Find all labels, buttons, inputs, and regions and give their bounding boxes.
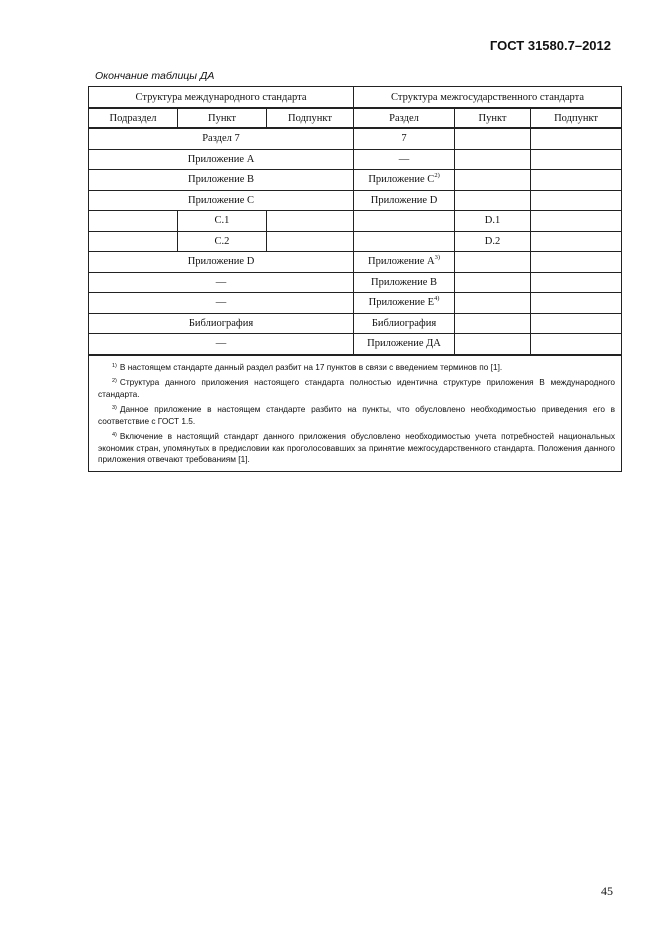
col-header: Пункт <box>178 108 267 128</box>
structure-comparison-table <box>88 86 622 472</box>
table-row <box>89 252 622 273</box>
group-header-international: Структура международного стандарта <box>89 87 354 109</box>
col-header: Раздел <box>354 108 455 128</box>
footnote-ref: 3) <box>434 254 441 262</box>
col-header: Пункт <box>455 108 531 128</box>
right-cell: Приложение ДА <box>354 334 455 355</box>
footnote: $^{4)}$ Включение в настоящий стандарт данного приложения обусловлено необходимостью учета потребностей национальных экономик стран, упомянутых в предисловии как проголосовавших за принятие межгосударственного стандарта. Положения данного приложения отвечают требованиям [1]. <box>98 431 616 464</box>
table-row <box>89 334 622 355</box>
left-cell: — <box>89 334 354 355</box>
left-cell: Раздел 7 <box>89 128 354 149</box>
punkt-cell: C.2 <box>178 231 267 252</box>
left-cell: Приложение B <box>89 170 354 191</box>
right-cell: Приложение $E^{4)}$ <box>354 293 455 314</box>
document-code: ГОСТ 31580.7–2012 <box>489 38 611 53</box>
left-cell: Приложение A <box>89 149 354 170</box>
table-row <box>89 211 622 232</box>
page-number: 45 <box>601 884 613 898</box>
right-cell: — <box>354 149 455 170</box>
right-cell: Приложение D <box>354 190 455 211</box>
col-header: Подпункт <box>531 108 622 128</box>
footnote: $^{3)}$ Данное приложение в настоящем стандарте разбито на пункты, что обусловлено необходимостью приведения его в соответствие с ГОСТ 1.5. <box>98 404 616 426</box>
right-cell: Приложение $C^{2)}$ <box>354 170 455 191</box>
left-cell: Приложение C <box>89 190 354 211</box>
right-cell: 7 <box>354 128 455 149</box>
table-row <box>89 272 622 293</box>
right-cell: Приложение $A^{3)}$ <box>354 252 455 273</box>
table-row <box>89 231 622 252</box>
footnote: $^{1)}$ В настоящем стандарте данный раздел разбит на 17 пунктов в связи с введением терминов по [1]. <box>112 361 503 372</box>
left-cell: — <box>89 272 354 293</box>
table-row <box>89 313 622 334</box>
col-header: Подраздел <box>89 108 178 128</box>
punkt-cell: C.1 <box>178 211 267 232</box>
group-header-interstate: Структура межгосударственного стандарта <box>354 87 622 109</box>
table-row <box>89 149 622 170</box>
table-caption: Окончание таблицы ДА <box>95 70 215 82</box>
footnotes <box>89 355 622 472</box>
table-row <box>89 128 622 149</box>
footnote-ref: 2) <box>434 172 440 180</box>
punkt-cell: D.1 <box>455 211 531 232</box>
right-cell: Библиография <box>354 313 455 334</box>
table-row <box>89 190 622 211</box>
table-row <box>89 170 622 191</box>
punkt-cell: D.2 <box>455 231 531 252</box>
right-cell: Приложение B <box>354 272 455 293</box>
left-cell: Библиография <box>89 313 354 334</box>
footnote: $^{2)}$ Структура данного приложения настоящего стандарта полностью идентична структуре приложения B международного стандарта. <box>98 377 616 399</box>
left-cell: Приложение D <box>89 252 354 273</box>
table-row <box>89 293 622 314</box>
col-header: Подпункт <box>267 108 354 128</box>
left-cell: — <box>89 293 354 314</box>
footnote-ref: 4) <box>434 295 440 303</box>
